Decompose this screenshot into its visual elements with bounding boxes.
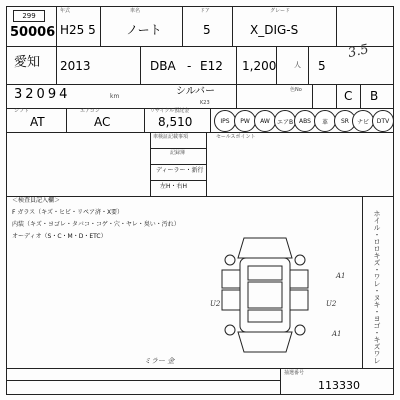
lot-box-value: 299 [22, 12, 36, 20]
option-navi: ナビ [352, 110, 374, 132]
left-front-door [222, 270, 240, 288]
option-sr: SR [334, 110, 356, 132]
displacement: 1,200 [242, 59, 277, 73]
lot-number: 50006 [10, 25, 56, 40]
rear-window [248, 310, 282, 322]
left-rear-door [222, 290, 240, 310]
option-ips: IPS [214, 110, 236, 132]
right-front-door [290, 270, 308, 288]
damage-mark-a1b: A1 [332, 330, 342, 338]
seats-label: 人 [294, 61, 301, 69]
grade-letter: C [344, 89, 353, 103]
option-aw: AW [254, 110, 276, 132]
damage-mark-u2b: U2 [210, 300, 221, 308]
shift-label: シフト [14, 108, 30, 114]
mileage-unit: km [110, 93, 120, 100]
inspection-line-3: オーディオ（S・C・M・D・ETC） [12, 233, 107, 240]
grade-label: グレード [270, 8, 291, 14]
doors-value: 5 [203, 23, 211, 37]
damage-mark-a1: A1 [336, 272, 346, 280]
aircon-label: エアコン [80, 108, 100, 114]
wheel-front-left [225, 255, 235, 265]
model-name: ノート [126, 23, 162, 37]
region: 愛知 [14, 55, 41, 70]
shift-value: AT [30, 115, 45, 129]
dealer-text: ディーラー・新行 [156, 167, 204, 174]
handwritten-grade: 3.5 [346, 42, 371, 61]
lower-note: ミラー 金 [144, 357, 175, 365]
year-label: 年式 [60, 8, 71, 14]
sales-points-label: セールスポイント [216, 134, 256, 140]
roof [248, 282, 282, 308]
option-dtv: DTV [372, 110, 394, 132]
car-diagram [200, 230, 330, 360]
inspection-line-2: 内装（キズ・ヨゴレ・タバコ・コゲ・穴・ヤレ・臭い・汚れ） [12, 221, 180, 228]
type-dash: - [187, 59, 192, 73]
interior-letter: B [370, 89, 379, 103]
windshield [248, 266, 282, 280]
footer-label: 抽選番号 [284, 370, 305, 376]
type-code: E12 [200, 59, 223, 73]
hand-drive: 左H・右H [160, 183, 188, 190]
mileage: 32094 [14, 87, 71, 102]
right-rear-door [290, 290, 308, 310]
year-jp: H25 5 [60, 23, 96, 37]
wheel-rear-left [225, 325, 235, 335]
hood [238, 238, 292, 258]
option-pw: PW [234, 110, 256, 132]
type-prefix: DBA [150, 59, 176, 73]
aircon-value: AC [94, 115, 111, 129]
side-note: ホイル・ロロキズ・ワレ・ヌキ・ヨゴ・キズワレ [373, 210, 381, 364]
recycle-value: 8,510 [158, 115, 193, 129]
recycle-label: リサイクル預託金 [150, 108, 190, 114]
trunk [238, 332, 292, 352]
footer-number: 113330 [318, 379, 360, 392]
lot-box [13, 10, 45, 22]
seats-value: 5 [318, 59, 326, 73]
damage-mark-u2: U2 [326, 300, 337, 308]
history-label-2: 記録簿 [170, 150, 186, 156]
option-abs: ABS [294, 110, 316, 132]
wheel-rear-right [295, 325, 305, 335]
color-code: K23 [200, 100, 210, 106]
option-leather: 革 [314, 110, 336, 132]
history-label: 車検証記載事項 [153, 134, 189, 140]
grade-value: X_DIG-S [250, 23, 299, 37]
wheel-front-right [295, 255, 305, 265]
inspection-title: ＜検査員記入欄＞ [12, 197, 61, 204]
doors-label: ドア [200, 8, 210, 14]
first-reg-year: 2013 [60, 59, 91, 73]
model-label: 車名 [130, 8, 141, 14]
color-no-label: 色No [290, 87, 302, 93]
inspection-line-1: F ガラス（キズ・ヒビ・リペア済・X要） [12, 209, 124, 216]
option-airbag: エアB [274, 110, 296, 132]
color-name: シルバー [176, 86, 216, 97]
